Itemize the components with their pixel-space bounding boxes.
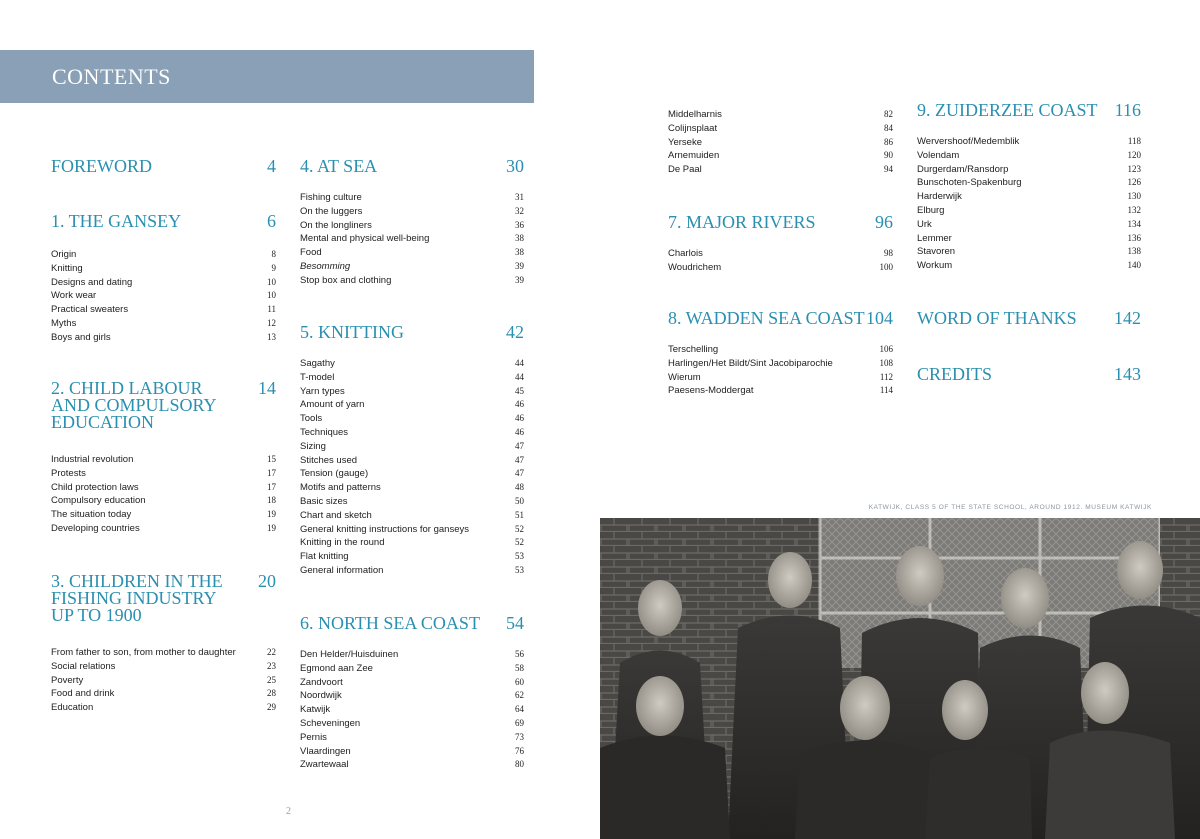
toc-entry-title: Terschelling	[668, 344, 719, 355]
toc-entry-page: 29	[267, 702, 276, 713]
toc-entry-page: 140	[1127, 260, 1141, 271]
toc-entry-page: 106	[879, 344, 893, 354]
toc-entry-page: 123	[1127, 163, 1141, 174]
toc-entry-page: 94	[884, 164, 893, 175]
section-page: 142	[1114, 308, 1141, 328]
toc-entry-page: 17	[267, 467, 276, 478]
toc-entry	[668, 108, 893, 122]
toc-entry-page: 53	[515, 551, 524, 562]
toc-entry-title: Tools	[300, 413, 323, 425]
section-north-sea	[300, 615, 524, 772]
toc-entry-title: Pernis	[300, 731, 327, 743]
toc-entry-page: 82	[884, 109, 893, 119]
toc-entry-page: 114	[879, 385, 893, 396]
toc-entry-title: Myths	[51, 317, 77, 329]
toc-entry-page: 9	[271, 262, 276, 273]
toc-entry-page: 11	[267, 304, 276, 315]
toc-entry-page: 38	[515, 233, 524, 244]
section-title-line: AND COMPULSORY	[51, 395, 217, 415]
toc-entry-page: 23	[267, 660, 276, 671]
toc-entry	[51, 317, 276, 331]
toc-entry-title: Poverty	[51, 674, 84, 686]
toc-entry	[300, 676, 524, 690]
toc-entry	[300, 689, 524, 703]
toc-entry	[51, 674, 276, 688]
toc-entry	[51, 701, 276, 715]
toc-entry	[300, 440, 524, 454]
toc-entry-page: 52	[515, 523, 524, 534]
toc-entry-title: Colijnsplaat	[668, 122, 718, 134]
toc-entry-title: Developing countries	[51, 522, 140, 534]
toc-entry	[300, 260, 524, 274]
toc-entry	[300, 426, 524, 440]
toc-entry	[51, 522, 276, 536]
toc-entry-page: 132	[1127, 204, 1141, 215]
toc-entry-title: Techniques	[300, 426, 349, 438]
toc-entry-title: Tension (gauge)	[300, 468, 369, 480]
toc-entry-page: 56	[515, 649, 524, 659]
toc-entry-page: 39	[515, 274, 524, 285]
toc-entry-page: 22	[267, 647, 276, 657]
toc-entry	[300, 274, 524, 288]
toc-entry-title: Chart and sketch	[300, 509, 372, 521]
toc-entry-title: Middelharnis	[668, 109, 722, 120]
section-knitting	[300, 324, 524, 578]
toc-entry-title: Amount of yarn	[300, 399, 365, 411]
toc-entry-title: Charlois	[668, 248, 703, 259]
toc-entry-title: Harlingen/Het Bildt/Sint Jacobiparochie	[668, 357, 833, 369]
toc-entry-page: 76	[515, 745, 524, 756]
section-title: 5. KNITTING	[300, 322, 404, 342]
toc-entry-title: Yerseke	[668, 136, 702, 148]
toc-entry-title: Noordwijk	[300, 690, 342, 702]
section-title: 1. THE GANSEY	[51, 211, 182, 231]
toc-entry-title: Durgerdam/Ransdorp	[917, 163, 1009, 175]
toc-entry	[668, 136, 893, 150]
toc-entry	[668, 122, 893, 136]
toc-entry-title: Workum	[917, 260, 953, 272]
toc-entry	[300, 731, 524, 745]
toc-entry-title: Child protection laws	[51, 481, 139, 493]
toc-entry	[300, 509, 524, 523]
toc-entry-page: 31	[515, 192, 524, 202]
toc-entry	[51, 453, 276, 467]
toc-entry-page: 19	[267, 522, 276, 533]
toc-entry-title: De Paal	[668, 164, 702, 176]
toc-entry-page: 118	[1127, 136, 1141, 146]
toc-entry-title: Den Helder/Huisduinen	[300, 649, 399, 660]
toc-entry-title: Food	[300, 247, 322, 259]
toc-entry-title: Egmond aan Zee	[300, 662, 373, 674]
right-page	[600, 0, 1200, 839]
toc-entry-page: 108	[879, 357, 893, 368]
toc-entry	[300, 495, 524, 509]
toc-entry	[668, 261, 893, 275]
toc-entry-title: Harderwijk	[917, 191, 962, 203]
toc-entry	[668, 371, 893, 385]
toc-entry-page: 8	[271, 249, 276, 259]
toc-entry	[668, 149, 893, 163]
toc-entry-title: Knitting	[51, 262, 83, 274]
section-credits	[917, 366, 1141, 383]
section-page: 6	[267, 211, 276, 231]
toc-entry-page: 17	[267, 481, 276, 492]
toc-entry-page: 138	[1127, 246, 1141, 257]
toc-entry-title: Mental and physical well-being	[300, 233, 430, 245]
toc-entry-page: 73	[515, 731, 524, 742]
toc-entry	[300, 564, 524, 578]
section-title-line: 2. CHILD LABOUR	[51, 378, 203, 398]
toc-entry-page: 126	[1127, 177, 1141, 188]
photo-caption: KATWIJK, CLASS 5 OF THE STATE SCHOOL, AROUND 1912. MUSEUM KATWIJK	[868, 504, 1152, 511]
toc-entry-page: 36	[515, 219, 524, 230]
toc-entry-page: 46	[515, 399, 524, 410]
section-page: 104	[866, 308, 893, 328]
toc-entry-title: Motifs and patterns	[300, 482, 381, 494]
toc-entry-title: Paesens-Moddergat	[668, 385, 754, 397]
toc-entry-title: General knitting instructions for ganseys	[300, 523, 469, 535]
toc-entry-page: 47	[515, 440, 524, 451]
toc-entry-page: 45	[515, 385, 524, 396]
toc-entry-page: 10	[267, 290, 276, 301]
toc-entry-page: 47	[515, 468, 524, 479]
toc-entry	[300, 481, 524, 495]
section-major-rivers	[668, 214, 893, 275]
toc-entry-title: Industrial revolution	[51, 454, 134, 465]
toc-entry-page: 64	[515, 704, 524, 715]
toc-entry-title: Work wear	[51, 290, 97, 302]
toc-entry-title: Fishing culture	[300, 192, 362, 203]
toc-entry	[300, 745, 524, 759]
section-at-sea	[300, 158, 524, 288]
toc-entry-page: 130	[1127, 191, 1141, 202]
section-title-line: UP TO 1900	[51, 605, 142, 625]
toc-entry-title: Katwijk	[300, 704, 331, 716]
toc-entry	[51, 646, 276, 660]
toc-entry-title: Lemmer	[917, 232, 952, 244]
toc-entry-page: 44	[515, 371, 524, 382]
toc-entry-page: 86	[884, 136, 893, 147]
section-title: 8. WADDEN SEA COAST	[668, 308, 865, 328]
toc-entry-title: Sagathy	[300, 358, 335, 369]
toc-entry-title: Zandvoort	[300, 676, 343, 688]
toc-entry	[300, 703, 524, 717]
toc-entry-title: Food and drink	[51, 688, 115, 700]
section-page: 143	[1114, 364, 1141, 384]
section-title: 9. ZUIDERZEE COAST	[917, 100, 1098, 120]
toc-entry	[51, 467, 276, 481]
toc-entry	[917, 149, 1141, 163]
section-page: 96	[875, 212, 893, 232]
class-photo	[600, 518, 1200, 839]
toc-entry-page: 12	[267, 317, 276, 328]
section-title: 7. MAJOR RIVERS	[668, 212, 816, 232]
toc-entry-page: 48	[515, 482, 524, 493]
toc-entry-title: Designs and dating	[51, 276, 133, 288]
toc-entry-page: 46	[515, 426, 524, 437]
toc-entry-title: Scheveningen	[300, 717, 361, 729]
toc-entry-page: 50	[515, 495, 524, 506]
toc-entry-title: Vlaardingen	[300, 745, 351, 757]
section-thanks	[917, 310, 1141, 327]
toc-entry-title: From father to son, from mother to daughter	[51, 647, 236, 658]
toc-entry	[300, 412, 524, 426]
toc-entry-page: 19	[267, 509, 276, 520]
section-page: 30	[506, 156, 524, 176]
toc-entry	[300, 191, 524, 205]
toc-entry	[917, 259, 1141, 273]
toc-entry-title: On the longliners	[300, 219, 372, 231]
section-title: WORD OF THANKS	[917, 308, 1077, 328]
toc-entry-title: Wierum	[668, 371, 701, 383]
toc-entry-page: 62	[515, 690, 524, 701]
toc-entry	[300, 648, 524, 662]
toc-entry	[917, 218, 1141, 232]
toc-entry	[51, 289, 276, 303]
section-title: 6. NORTH SEA COAST	[300, 613, 480, 633]
toc-entry-page: 53	[515, 564, 524, 575]
toc-entry	[300, 454, 524, 468]
toc-entry	[668, 357, 893, 371]
toc-entry-page: 32	[515, 205, 524, 216]
toc-entry-title: Sizing	[300, 440, 326, 452]
section-title-line: 3. CHILDREN IN THE	[51, 571, 223, 591]
toc-entry-title: Bunschoten-Spakenburg	[917, 177, 1022, 189]
toc-entry-page: 84	[884, 122, 893, 133]
section-wadden	[668, 310, 893, 398]
toc-entry-page: 112	[879, 371, 893, 382]
section-title-line: EDUCATION	[51, 412, 154, 432]
toc-entry-page: 44	[515, 358, 524, 368]
toc-entry-page: 60	[515, 676, 524, 687]
toc-entry	[51, 494, 276, 508]
section-child-labour	[51, 380, 276, 536]
toc-entry-title: Stop box and clothing	[300, 274, 392, 286]
toc-entry-title: General information	[300, 564, 384, 576]
toc-entry	[300, 523, 524, 537]
toc-entry	[51, 687, 276, 701]
toc-entry	[300, 758, 524, 772]
class-photo-illustration	[600, 518, 1200, 839]
toc-entry	[300, 371, 524, 385]
toc-entry-page: 28	[267, 688, 276, 699]
section-foreword	[51, 158, 276, 175]
toc-entry-title: Wervershoof/Medemblik	[917, 136, 1020, 147]
toc-entry-title: Origin	[51, 249, 77, 260]
toc-entry	[51, 248, 276, 262]
section-title-line: FISHING INDUSTRY	[51, 588, 217, 608]
toc-entry	[300, 357, 524, 371]
toc-entry-title: Volendam	[917, 149, 960, 161]
toc-entry	[917, 190, 1141, 204]
toc-entry-page: 18	[267, 495, 276, 506]
toc-entry-page: 51	[515, 509, 524, 520]
toc-entry	[300, 232, 524, 246]
page-number: 2	[286, 806, 291, 817]
toc-entry	[668, 163, 893, 177]
toc-entry	[51, 508, 276, 522]
toc-entry-title: The situation today	[51, 509, 132, 521]
toc-entry-page: 38	[515, 247, 524, 258]
toc-entry	[300, 536, 524, 550]
section-page: 14	[258, 378, 276, 398]
toc-entry	[300, 717, 524, 731]
section-title: CREDITS	[917, 364, 993, 384]
toc-entry-title: T-model	[300, 371, 335, 383]
toc-entry-title: Woudrichem	[668, 261, 722, 273]
toc-entry	[300, 385, 524, 399]
toc-entry-title: Stitches used	[300, 454, 358, 466]
section-north-sea-continued	[668, 108, 893, 177]
toc-entry	[917, 135, 1141, 149]
toc-entry-page: 47	[515, 454, 524, 465]
toc-entry-title: Social relations	[51, 660, 116, 672]
section-title: FOREWORD	[51, 156, 153, 176]
section-page: 20	[258, 571, 276, 591]
toc-entry-page: 136	[1127, 232, 1141, 243]
toc-entry	[51, 303, 276, 317]
toc-entry-title: Yarn types	[300, 385, 345, 397]
toc-entry	[300, 467, 524, 481]
section-children-fishing	[51, 573, 276, 715]
toc-entry	[51, 262, 276, 276]
toc-entry-page: 46	[515, 413, 524, 424]
contents-title: CONTENTS	[52, 64, 171, 89]
toc-entry-page: 69	[515, 717, 524, 728]
section-title: 4. AT SEA	[300, 156, 378, 176]
toc-entry-page: 15	[267, 454, 276, 464]
toc-entry	[668, 343, 893, 357]
toc-entry	[917, 245, 1141, 259]
toc-entry-title: Flat knitting	[300, 551, 349, 563]
toc-entry-page: 90	[884, 150, 893, 161]
toc-entry	[917, 176, 1141, 190]
toc-entry	[300, 550, 524, 564]
toc-entry-title: Knitting in the round	[300, 537, 385, 549]
toc-entry-title: Basic sizes	[300, 495, 348, 507]
toc-entry-title: Education	[51, 702, 94, 714]
toc-entry-title: Compulsory education	[51, 495, 146, 507]
toc-entry-title: Arnemuiden	[668, 150, 720, 162]
toc-entry	[51, 331, 276, 345]
toc-entry	[51, 481, 276, 495]
toc-entry-page: 39	[515, 260, 524, 271]
toc-entry	[51, 660, 276, 674]
toc-entry-page: 100	[879, 261, 893, 272]
toc-entry	[668, 384, 893, 398]
toc-entry	[300, 205, 524, 219]
section-page: 116	[1114, 100, 1141, 120]
toc-entry	[300, 398, 524, 412]
toc-entry-page: 52	[515, 537, 524, 548]
toc-entry	[300, 219, 524, 233]
section-zuiderzee	[917, 102, 1141, 273]
toc-entry	[917, 163, 1141, 177]
toc-entry-page: 98	[884, 248, 893, 258]
toc-entry-title: Stavoren	[917, 246, 956, 258]
toc-entry	[300, 246, 524, 260]
toc-entry	[668, 247, 893, 261]
section-gansey	[51, 213, 276, 345]
toc-entry	[917, 232, 1141, 246]
toc-entry-title: Elburg	[917, 204, 945, 216]
toc-entry-title: On the luggers	[300, 205, 363, 217]
toc-entry-title: Boys and girls	[51, 331, 111, 343]
toc-entry	[51, 276, 276, 290]
section-page: 4	[267, 156, 276, 176]
toc-entry-title: Protests	[51, 467, 86, 479]
toc-entry-page: 10	[267, 276, 276, 287]
toc-entry-title: Zwartewaal	[300, 759, 349, 771]
toc-entry-title: Practical sweaters	[51, 304, 129, 316]
toc-entry	[300, 662, 524, 676]
toc-entry-page: 25	[267, 674, 276, 685]
toc-entry-page: 134	[1127, 218, 1141, 229]
toc-entry	[917, 204, 1141, 218]
toc-entry-title: Urk	[917, 218, 932, 230]
toc-entry-page: 13	[267, 331, 276, 342]
toc-entry-page: 80	[515, 759, 524, 770]
section-page: 42	[506, 322, 524, 342]
section-page: 54	[506, 613, 524, 633]
toc-entry-page: 58	[515, 662, 524, 673]
toc-entry-page: 120	[1127, 149, 1141, 160]
toc-entry-title: Besomming	[300, 260, 351, 272]
